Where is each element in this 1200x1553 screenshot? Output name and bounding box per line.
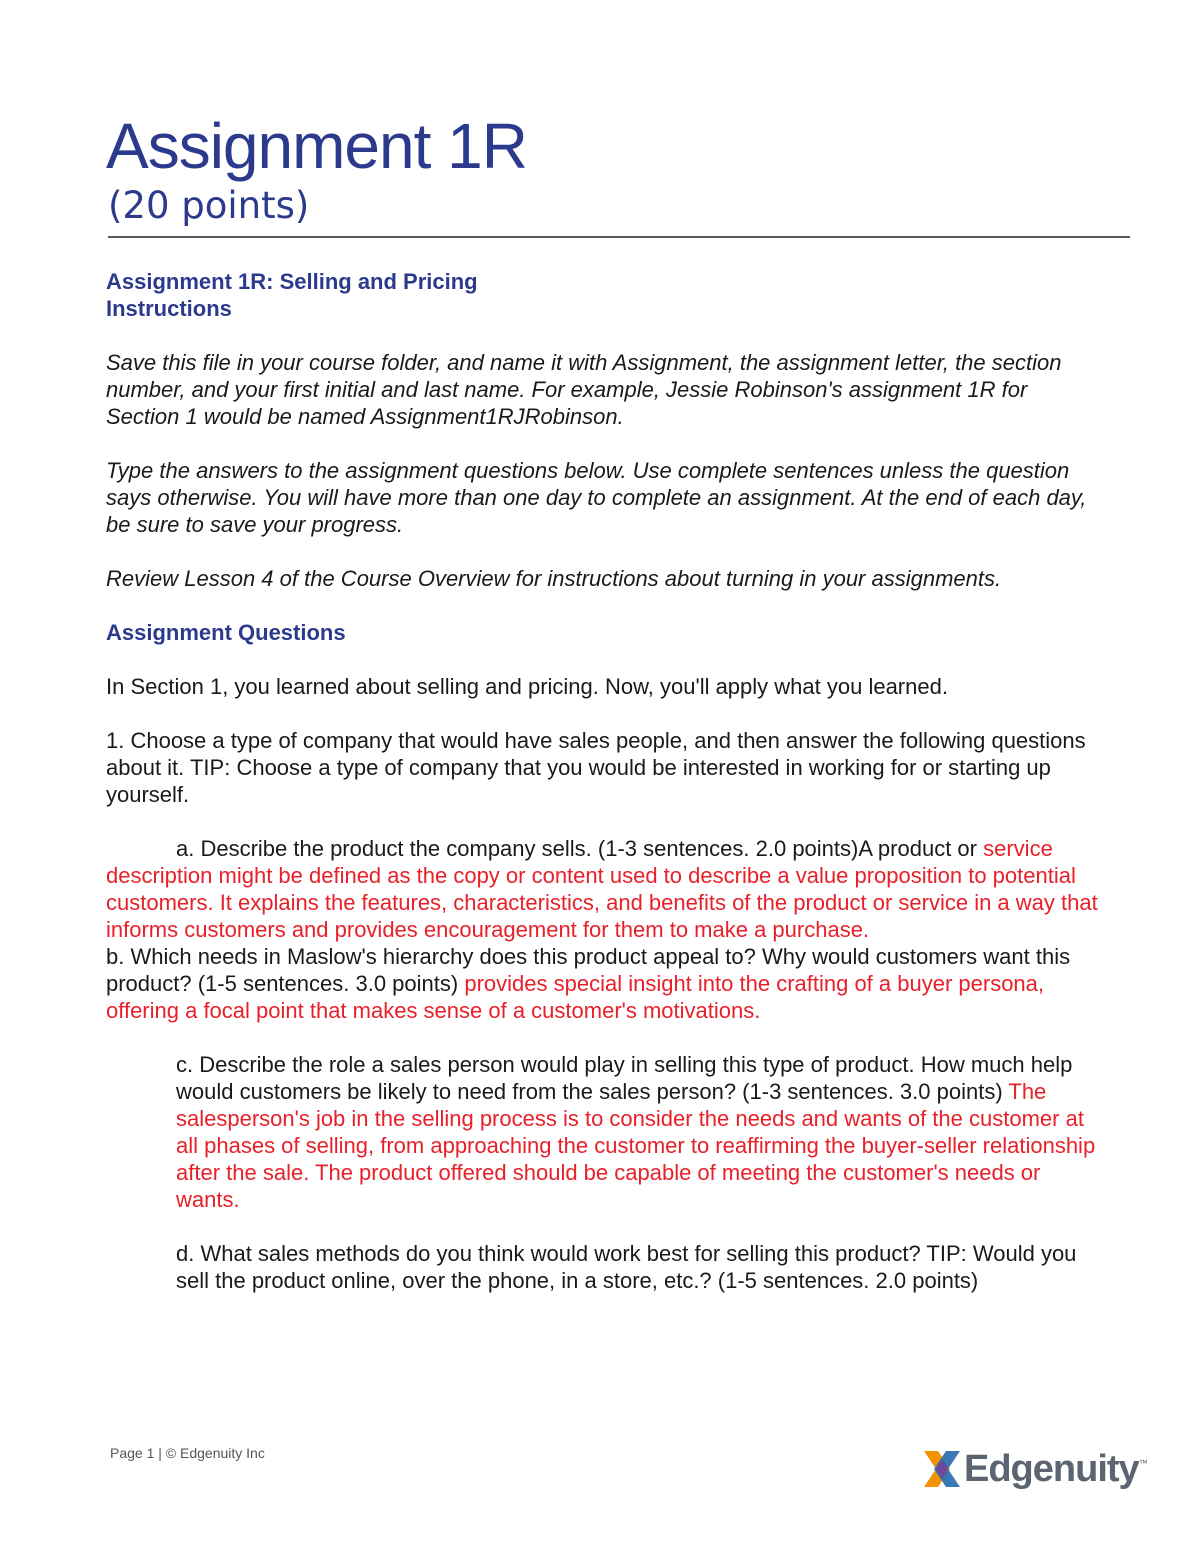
question-1b xyxy=(106,943,1106,1024)
question-1a-answer: service description might be defined as the copy or content used to describe a value proposition to potential customers. It explains the features, characteristics, and benefits of the product or service in a way that informs customers and provides encouragement for them to make a purchase. xyxy=(106,836,1098,942)
question-1b-answer: provides special insight into the crafting of a buyer persona, offering a focal point that makes sense of a customer's motivations. xyxy=(106,971,1045,1023)
question-1a-prompt: a. Describe the product the company sells. (1-3 sentences. 2.0 points) xyxy=(176,836,859,861)
question-1a xyxy=(106,835,1106,943)
edgenuity-x-icon xyxy=(920,1447,964,1491)
question-1c-prompt: c. Describe the role a sales person would play in selling this type of product. How much help would customers be likely to need from the sales person? (1-3 sentences. 3.0 points) xyxy=(176,1052,1073,1104)
logo-trademark: ™ xyxy=(1138,1458,1148,1468)
questions-heading: Assignment Questions xyxy=(106,620,346,645)
document-body xyxy=(106,268,1106,1294)
instructions-heading: Instructions xyxy=(106,296,232,321)
question-1b-prompt: b. Which needs in Maslow's hierarchy does this product appeal to? Why would customers want this product? (1-5 sentences. 3.0 points) xyxy=(106,944,1071,996)
question-1d: d. What sales methods do you think would work best for selling this product? TIP: Would you sell the product online, over the phone, in a store, etc.? (1-5 sentences. 2.0 points) xyxy=(176,1241,1077,1293)
question-1: 1. Choose a type of company that would have sales people, and then answer the following questions about it. TIP: Choose a type of company that you would be interested in working for or starting up yourself. xyxy=(106,728,1086,807)
edgenuity-logo xyxy=(920,1444,1148,1494)
question-1a-answer-lead: A product or xyxy=(858,836,977,861)
questions-lead: In Section 1, you learned about selling and pricing. Now, you'll apply what you learned. xyxy=(106,674,948,699)
instructions-paragraph-2: Type the answers to the assignment questions below. Use complete sentences unless the question says otherwise. You will have more than one day to complete an assignment. At the end of each day, be sure to save your progress. xyxy=(106,458,1087,537)
page-title: Assignment 1R xyxy=(106,110,527,182)
instructions-paragraph-3: Review Lesson 4 of the Course Overview for instructions about turning in your assignments. xyxy=(106,566,1002,591)
assignment-heading: Assignment 1R: Selling and Pricing xyxy=(106,269,478,294)
instructions-paragraph-1: Save this file in your course folder, and name it with Assignment, the assignment letter, the section number, and your first initial and last name. For example, Jessie Robinson's assignment 1R for Section 1 would be named Assignment1RJRobinson. xyxy=(106,350,1062,429)
page-footer: Page 1 | © Edgenuity Inc xyxy=(110,1445,265,1461)
logo-wordmark: Edgenuity xyxy=(964,1447,1139,1490)
question-1c xyxy=(106,1051,1106,1213)
points-subtitle: (20 points) xyxy=(108,184,310,227)
title-divider xyxy=(108,236,1130,238)
question-1c-answer: The salesperson's job in the selling process is to consider the needs and wants of the customer at all phases of selling, from approaching the customer to reaffirming the buyer-seller relationship after the sale. The product offered should be capable of meeting the customer's needs or wants. xyxy=(176,1079,1096,1212)
